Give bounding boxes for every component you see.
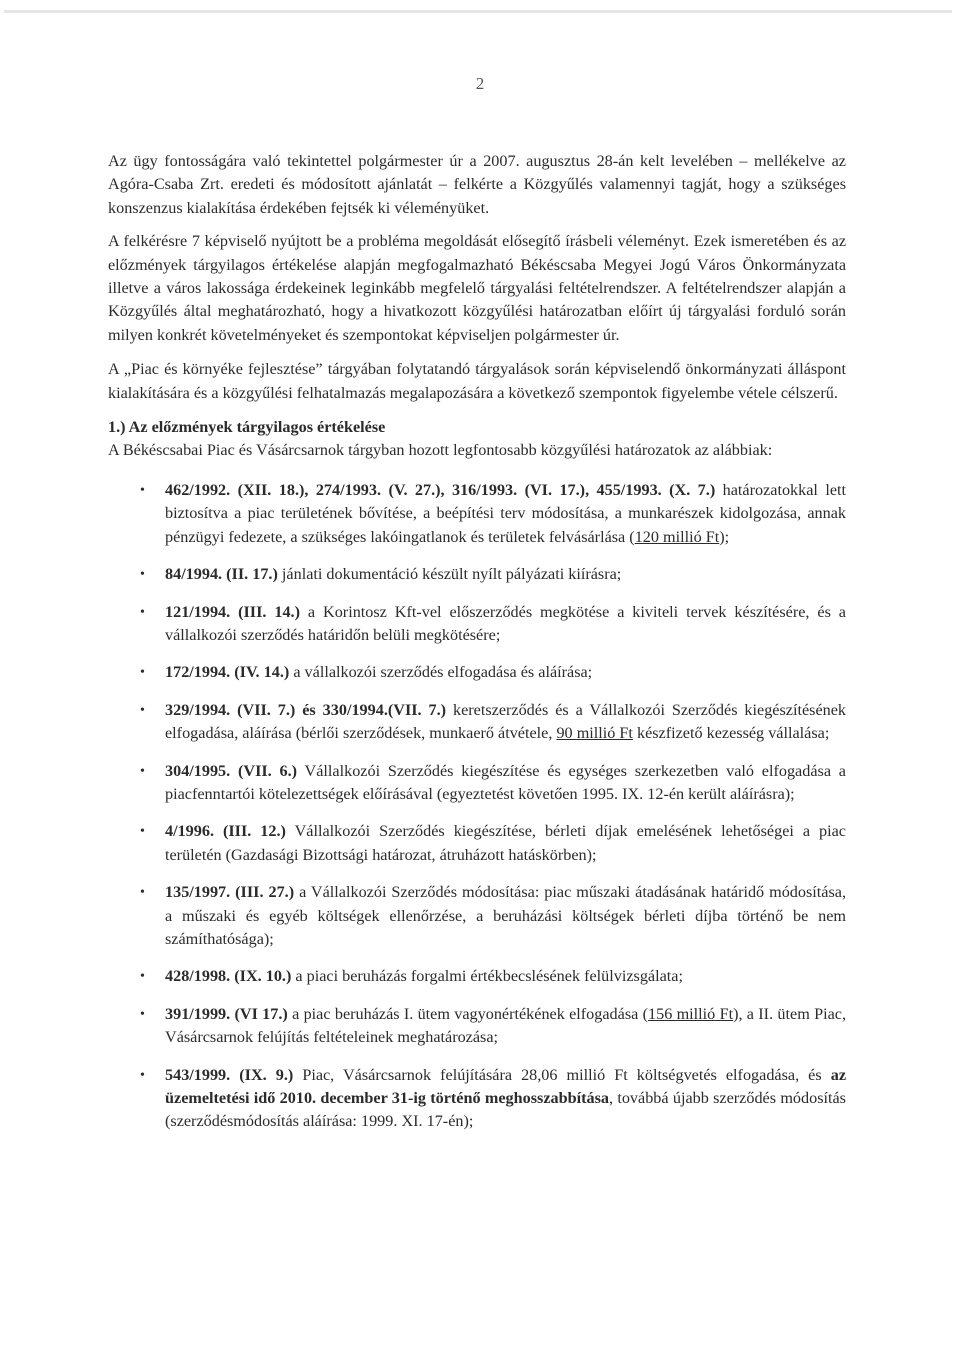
list-item [108,601,846,648]
decision-reference: 172/1994. (IV. 14.) [165,663,290,682]
decision-text: a piaci beruházás forgalmi értékbecslésének felülvizsgálata; [291,967,683,986]
decision-text: a vállalkozói szerződés elfogadása és aláírása; [289,663,593,682]
section-heading: 1.) Az előzmények tárgyilagos értékelése [108,418,386,437]
bullet-icon: • [140,1006,145,1022]
decision-text: Vállalkozói Szerződés kiegészítése, bérleti díjak emelésének lehetőségei a piac területén (Gazdasági Bizottsági határozat, átruházott hatáskörben); [165,822,846,864]
decision-reference: 428/1998. (IX. 10.) [165,967,292,986]
list-item [108,965,846,988]
decision-reference: 121/1994. (III. 14.) [165,602,300,621]
decision-amount: 156 millió Ft [648,1004,734,1023]
decision-reference: 135/1997. (III. 27.) [165,883,295,902]
decision-text: jánlati dokumentáció készült nyílt pályázati kiírásra; [277,565,622,584]
decision-reference: 329/1994. (VII. 7.) és 330/1994.(VII. 7.) [165,700,447,719]
decision-text: Vállalkozói Szerződés kiegészítése és egységes szerkezetben való elfogadása a piacfenntartói kötelezettségek előírásával (egyeztetést követően 1995. IX. 12-én került aláírásra); [165,761,846,803]
decision-text: a Vállalkozói Szerződés módosítása: piac műszaki átadásának határidő módosítása, a műszaki és egyéb költségek ellenőrzése, a beruházási költségek bérleti díjba történő be nem számíthatósága); [165,883,847,948]
scan-edge-line [4,10,952,13]
decision-text: a Korintosz Kft-vel előszerződés megkötése a kiviteli tervek készítésére, és a vállalkozói szerződés határidőn belüli megkötésére; [165,602,846,644]
decision-amount: 90 millió Ft [556,724,633,743]
bullet-icon: • [140,482,145,498]
bullet-icon: • [140,885,145,901]
bullet-icon: • [140,604,145,620]
decision-text: határozatokkal lett biztosítva a piac területének bővítése, a beépítési terv módosítása, a munkarészek kidolgozása, annak pénzügyi fedezete, a szükséges lakóingatlanok és területek felvásárlása ( [165,480,846,546]
bullet-icon: • [140,1067,145,1083]
decision-reference: 543/1999. (IX. 9.) [165,1065,294,1084]
decision-text-end: ); [719,527,730,546]
list-item [108,661,846,684]
bullet-icon: • [140,969,145,985]
decision-text: Piac, Vásárcsarnok felújítására 28,06 millió Ft költségvetés elfogadása, és [293,1065,831,1084]
paragraph-decisions-intro: A Békéscsabai Piac és Vásárcsarnok tárgyban hozott legfontosabb közgyűlési határozatok az alábbiak: [108,441,773,460]
list-item [108,881,846,951]
decision-reference: 4/1996. (III. 12.) [165,822,286,841]
decision-text: keretszerződés és a Vállalkozói Szerződés kiegészítésének elfogadása, aláírása (bérlői szerződések, munkaerő átvétele, [165,700,846,743]
bullet-icon: • [140,567,145,583]
decision-text-end: , továbbá újabb szerződés módosítás (szerződésmódosítás aláírása: 1999. XI. 17-én); [165,1089,846,1131]
list-item [108,1064,846,1134]
list-item [108,479,846,549]
paragraph-opinions [108,230,846,347]
bullet-icon: • [140,702,145,718]
list-item [108,1003,846,1050]
decision-reference: 462/1992. (XII. 18.), 274/1993. (V. 27.), 316/1993. (VI. 17.), 455/1993. (X. 7.) [165,480,716,499]
decision-emphasis: az üzemeltetési idő 2010. december 31-ig történő meghosszabbítása [165,1065,846,1107]
bullet-icon: • [140,665,145,681]
document-body [108,150,846,1148]
decision-amount: 120 millió Ft [634,527,720,546]
decisions-list [108,479,846,1134]
decision-text-end: készfizető kezesség vállalása; [632,724,830,743]
decision-text-end: ), a II. ütem Piac, Vásárcsarnok felújítás feltételeinek meghatározása; [165,1004,846,1047]
paragraph-intro: Az ügy fontosságára való tekintettel polgármester úr a 2007. augusztus 28-án kelt levelében – mellékelve az Agóra-Csaba Zrt. eredeti és módosított ajánlatát – felkérte a Közgyűlés valamennyi tagját, hogy a szükséges konszenzus kialakítása érdekében fejtsék ki véleményüket. [108,152,846,217]
paragraph-opinions-part-2: A feltételrendszer alapján a Közgyűlés által meghatározható, hogy a hivatkozott közgyűlési határozatban előírt új tárgyalási forduló során milyen konkrét követelményeket és szempontokat képviseljen polgármester úr. [108,279,846,344]
list-item [108,820,846,867]
bullet-icon: • [140,824,145,840]
list-item [108,563,846,586]
decision-text: a piac beruházás I. ütem vagyonértékének elfogadása ( [287,1004,649,1023]
decision-reference: 391/1999. (VI 17.) [165,1004,288,1023]
decision-reference: 304/1995. (VII. 6.) [165,761,298,780]
page-number: 2 [475,74,485,93]
list-item [108,699,846,746]
bullet-icon: • [140,763,145,779]
decision-reference: 84/1994. (II. 17.) [165,565,278,584]
paragraph-aspects: A „Piac és környéke fejlesztése” tárgyában folytatandó tárgyalások során képviselendő önkormányzati álláspont kialakítására és a közgyűlési felhatalmazás megalapozására a következő szempontok figyelembe vétele célszerű. [108,360,846,402]
list-item [108,760,846,807]
paragraph-opinions-part-1: A felkérésre 7 képviselő nyújtott be a probléma megoldását elősegítő írásbeli véleményt. Ezek ismeretében és az előzmények tárgyilagos értékelése alapján megfogalmazható Békéscsaba Megyei Jogú Város Önkormányzata illetve a város lakossága érdekeinek leginkább megfelelő tárgyalási feltételrendszer. [108,232,846,298]
